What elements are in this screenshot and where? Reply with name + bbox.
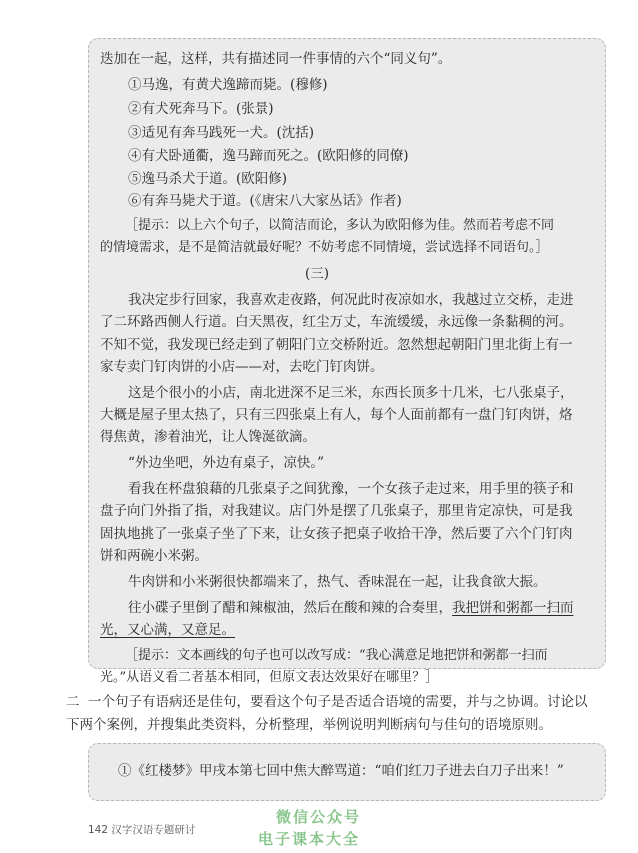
story-line: 家专卖门钉肉饼的小店——对，去吃门钉肉饼。 <box>100 359 384 375</box>
hint-2-line-2: 光。”从语义看二者基本相同，但原文表达效果好在哪里？］ <box>100 670 439 685</box>
story-line: 了二环路西侧人行道。白天黑夜，红尘万丈，车流缓缓，永远像一条黏稠的河。 <box>100 314 573 330</box>
sentence-2: ②有犬死奔马下。(张景) <box>128 101 274 117</box>
hint-2-line-1: ［提示：文本画线的句子也可以改写成：“我心满意足地把饼和粥都一扫而 <box>125 648 548 663</box>
page-footer <box>88 822 195 837</box>
hint-1-line-2: 的情境需求，是不是简洁就最好呢？不妨考虑不同情境，尝试选择不同语句。］ <box>100 240 549 255</box>
hint-1-line-1: ［提示：以上六个句子，以简洁而论，多认为欧阳修为佳。然而若考虑不同 <box>125 218 555 233</box>
sentence-1: ①马逸，有黄犬逸蹄而毙。(穆修) <box>128 77 328 93</box>
section-3-title: (三) <box>305 266 330 282</box>
story-line: 固执地挑了一张桌子坐了下来，让女孩子把桌子收拾干净，然后要了六个门钉肉 <box>100 526 573 542</box>
intro-line: 迭加在一起，这样，共有描述同一件事情的六个“同义句”。 <box>100 51 452 67</box>
story-line: 不知不觉，我发现已经走到了朝阳门立交桥附近。忽然想起朝阳门里北街上有一 <box>100 337 573 353</box>
watermark-line-2: 电子课本大全 <box>258 830 361 848</box>
story-line: 这是个很小的小店，南北进深不足三米，东西长顶多十几米，七八张桌子， <box>128 385 574 401</box>
section-2-line-2: 下两个案例，并搜集此类资料，分析整理，举例说明判断病句与佳句的语境原则。 <box>66 717 552 733</box>
story-line: 得焦黄，渗着油光，让人馋涎欲滴。 <box>100 429 316 445</box>
section-2-line-1: 一个句子有语病还是佳句，要看这个句子是否适合语境的需要，并与之协调。讨论以 <box>88 694 588 710</box>
underlined-sentence-cont: 光，又心满，又意足。 <box>100 622 235 638</box>
story-line: 牛肉饼和小米粥很快都端来了，热气、香味混在一起，让我食欲大振。 <box>128 574 547 590</box>
case-1: ①《红楼梦》甲戌本第七回中焦大醉骂道：“咱们红刀子进去白刀子出来！” <box>118 763 564 779</box>
story-line: 我决定步行回家，我喜欢走夜路，何况此时夜凉如水，我越过立交桥，走进 <box>128 292 574 308</box>
sentence-5: ⑤逸马杀犬于道。(欧阳修) <box>128 171 288 187</box>
sentence-3: ③适见有奔马践死一犬。(沈括) <box>128 125 315 141</box>
story-line: 饼和两碗小米粥。 <box>100 548 208 564</box>
story-line: 盘子向门外指了指，对我建议。店门外是摆了几张桌子，那里肯定凉快，可是我 <box>100 503 573 519</box>
story-line: 大概是屋子里太热了，只有三四张桌上有人，每个人面前都有一盘门钉肉饼，烙 <box>100 407 573 423</box>
sentence-4: ④有犬卧通衢，逸马蹄而死之。(欧阳修的同僚) <box>128 148 409 164</box>
story-line: “外边坐吧，外边有桌子，凉快。” <box>128 455 325 471</box>
section-2-number: 二 <box>66 694 80 710</box>
story-line-last: 往小碟子里倒了醋和辣椒油，然后在酸和辣的合奏里，我把饼和粥都一扫而 <box>128 600 574 616</box>
watermark-line-1: 微信公众号 <box>276 808 362 826</box>
story-line: 看我在杯盘狼藉的几张桌子之间犹豫，一个女孩子走过来，用手里的筷子和 <box>128 481 574 497</box>
sentence-6: ⑥有奔马毙犬于道。(《唐宋八大家丛话》作者) <box>128 193 402 209</box>
underlined-sentence: 我把饼和粥都一扫而 <box>452 600 574 616</box>
book-title: 汉字汉语专题研讨 <box>111 824 196 836</box>
page-number: 142 <box>88 824 109 836</box>
